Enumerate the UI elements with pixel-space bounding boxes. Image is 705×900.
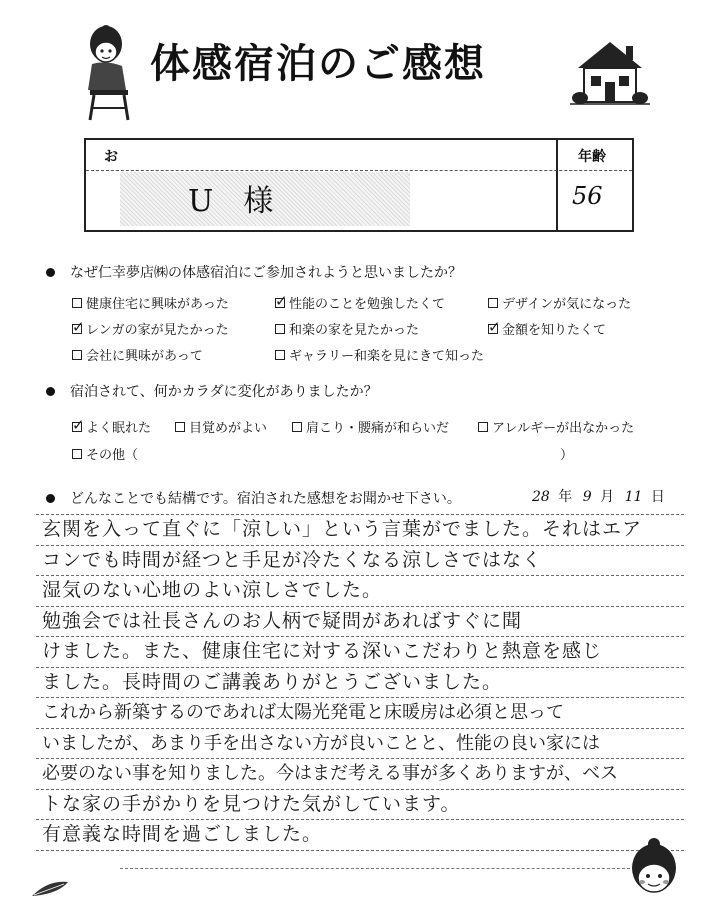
checkbox-checked[interactable]: [275, 298, 285, 308]
date-year: 28: [532, 489, 550, 505]
comment-line: 有意義な時間を過ごしました。: [36, 820, 684, 851]
leaf-illustration: [30, 878, 70, 898]
option-label: 目覚めがよい: [189, 421, 268, 436]
age-label: 年齢: [578, 149, 606, 165]
comment-line: これから新築するのであれば太陽光発電と床暖房は必須と思って: [36, 698, 684, 729]
date: [532, 486, 665, 506]
q2-other-close-paren: ）: [560, 448, 574, 463]
name-label: お: [104, 149, 118, 165]
checkbox[interactable]: [72, 350, 82, 360]
q2-option-slept-well[interactable]: [72, 417, 151, 436]
checkbox[interactable]: [175, 422, 185, 432]
girl-face-illustration: [622, 838, 686, 900]
page-title: 体感宿泊のご感想: [150, 41, 486, 87]
name-box-rule: [86, 170, 632, 171]
q1-option-health[interactable]: [72, 293, 229, 312]
comment-line: トな家の手がかりを見つけた気がしています。: [36, 790, 684, 821]
checkbox[interactable]: [488, 298, 498, 308]
checkbox[interactable]: [275, 324, 285, 334]
comment-line: 湿気のない心地のよい涼しさでした。: [36, 576, 684, 607]
option-label: 性能のことを勉強したくて: [289, 297, 446, 312]
q2-option-other[interactable]: [72, 444, 138, 463]
checkbox[interactable]: [72, 298, 82, 308]
q1-option-performance[interactable]: [275, 293, 445, 312]
option-label: その他（: [86, 448, 139, 463]
comment-line: ました。長時間のご講義ありがとうございました。: [36, 668, 684, 699]
comment-line: 玄関を入って直ぐに「涼しい」という言葉がでました。それはエア: [36, 514, 684, 546]
name-age-divider: [556, 140, 558, 230]
comment-line: コンでも時間が経つと手足が冷たくなる涼しさではなく: [36, 546, 684, 577]
house-illustration: [570, 38, 650, 108]
girl-on-stool-illustration: [72, 22, 142, 122]
checkbox-checked[interactable]: [488, 324, 498, 334]
checkbox[interactable]: [478, 422, 488, 432]
option-label: 金額を知りたくて: [502, 323, 607, 338]
q1-option-gallery[interactable]: [275, 345, 484, 364]
question-3-text: どんなことでも結構です。宿泊された感想をお聞かせ下さい。: [70, 491, 461, 507]
name-value: U 様: [188, 184, 274, 219]
option-label: アレルギーが出なかった: [492, 421, 635, 436]
checkbox[interactable]: [72, 449, 82, 459]
option-label: 和楽の家を見たかった: [289, 323, 420, 338]
q1-option-waraku-house[interactable]: [275, 319, 419, 338]
bottom-rule: [120, 868, 630, 869]
checkbox[interactable]: [292, 422, 302, 432]
q2-option-pain-relief[interactable]: [292, 417, 449, 436]
option-label: デザインが気になった: [502, 297, 632, 312]
q1-option-design[interactable]: [488, 293, 631, 312]
checkbox-checked[interactable]: [72, 324, 82, 334]
checkbox-checked[interactable]: [72, 422, 82, 432]
comment-line: 勉強会では社長さんのお人柄で疑問があればすぐに聞: [36, 607, 684, 638]
question-3-bullet: [46, 494, 55, 503]
question-2-bullet: [46, 387, 55, 396]
date-day: 11: [624, 489, 643, 505]
q1-option-brick-house[interactable]: [72, 319, 229, 338]
date-month: 9: [582, 489, 592, 505]
checkbox[interactable]: [275, 350, 285, 360]
comment-line: 必要のない事を知りました。今はまだ考える事が多くありますが、ベス: [36, 759, 684, 790]
q1-option-company[interactable]: [72, 345, 203, 364]
option-label: レンガの家が見たかった: [86, 323, 229, 338]
date-year-unit: 年: [558, 489, 573, 505]
option-label: 肩こり・腰痛が和らいだ: [306, 421, 450, 436]
comment-line: いましたが、あまり手を出さない方が良いことと、性能の良い家には: [36, 729, 684, 760]
q1-option-price[interactable]: [488, 319, 606, 338]
comment-line: けました。また、健康住宅に対する深いこだわりと熱意を感じ: [36, 637, 684, 668]
date-month-unit: 月: [600, 489, 615, 505]
option-label: よく眠れた: [86, 421, 152, 436]
option-label: 健康住宅に興味があった: [86, 297, 229, 312]
date-day-unit: 日: [650, 489, 665, 505]
question-2-text: 宿泊されて、何かカラダに変化がありましたか？: [70, 384, 378, 400]
option-label: ギャラリー和楽を見にきて知った: [289, 349, 485, 364]
q2-option-wake-well[interactable]: [175, 417, 267, 436]
question-1-bullet: [46, 268, 55, 277]
question-1-text: なぜ仁幸夢店㈱の体感宿泊にご参加されようと思いましたか？: [70, 265, 462, 281]
option-label: 会社に興味があって: [86, 349, 203, 364]
q2-option-no-allergy[interactable]: [478, 417, 634, 436]
age-value: 56: [572, 182, 603, 210]
comment-area: [36, 514, 684, 851]
